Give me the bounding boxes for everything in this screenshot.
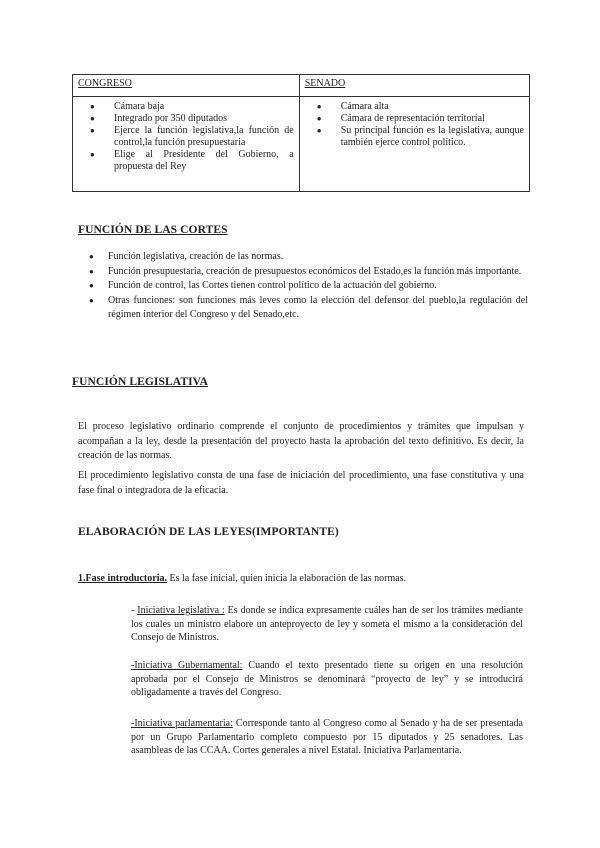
- heading-funcion-cortes: FUNCIÓN DE LAS CORTES: [78, 224, 228, 236]
- phase-introductoria: [78, 572, 538, 586]
- heading-funcion-legislativa: FUNCIÓN LEGISLATIVA: [72, 376, 208, 388]
- sub-text: Cuando el texto presentado tiene su origen en una resolución aprobada por el Consejo de Ministros se denominará “proyecto de ley” y se introducirá obligadamente a través del Congreso.: [131, 660, 523, 698]
- sub-iniciativa-gubernamental: [131, 659, 523, 700]
- list-item: ● Función de control, las Cortes tienen control político de la actuación del gobierno.: [78, 279, 528, 294]
- sub-label: -Iniciativa parlamentaria:: [131, 718, 233, 729]
- sub-label: -Iniciativa Gubernamental:: [131, 660, 243, 671]
- phase-text: Es la fase inicial, quien inicia la elaboración de las normas.: [166, 573, 407, 584]
- senado-list: [305, 101, 524, 149]
- list-item: ● Su principal función es la legislativa, aunque también ejerce control político.: [305, 125, 524, 149]
- list-item: ● Otras funciones: son funciones más leves como la elección del defensor del pueblo,la regulación del régimen interior del Congreso y del Senado,etc.: [78, 294, 528, 323]
- senado-cell: [299, 97, 529, 192]
- sub-text: Es donde se indica expresamente cuáles han de ser los trámites mediante los cuales un ministro elabore un anteproyecto de ley y someta el mismo a la consideración del Consejo de Ministros.: [131, 605, 523, 643]
- sub-label: Iniciativa legislativa :: [137, 605, 225, 616]
- table-header-senado: SENADO: [299, 75, 529, 97]
- congreso-cell: [73, 97, 300, 192]
- list-item: ● Función presupuestaria, creación de presupuestos económicos del Estado,es la función más importante.: [78, 265, 528, 280]
- funcion-cortes-list: [78, 250, 528, 323]
- congreso-senado-table: [72, 74, 530, 192]
- paragraph-proceso-legislativo: El proceso legislativo ordinario comprende el conjunto de procedimientos y trámites que impulsan y acompañan a la ley, desde la presentación del proyecto hasta la aprobación del texto definitivo. Es decir, la creación de las normas.: [78, 421, 524, 461]
- list-item: ● Cámara alta: [305, 101, 524, 113]
- list-item: ● Ejerce la función legislativa,la función de control,la función presupuestaria: [78, 125, 294, 149]
- table-header-congreso: CONGRESO: [73, 75, 300, 97]
- list-item: ● Cámara de representación territorial: [305, 113, 524, 125]
- sub-iniciativa-parlamentaria: [131, 717, 523, 758]
- paragraph-procedimiento: El procedimiento legislativo consta de una fase de iniciación del procedimiento, una fase constitutiva y una fase final o integradora de la eficacia.: [78, 470, 524, 496]
- list-item: ● Función legislativa, creación de las normas.: [78, 250, 528, 265]
- list-item: ● Integrado por 350 diputados: [78, 113, 294, 125]
- sub-text: Corresponde tanto al Congreso como al Senado y ha de ser presentada por un Grupo Parlamentario completo compuesto por 15 diputados y 25 senadores. Las asambleas de las CCAA. Cortes generales a nivel Estatal. Iniciativa Parlamentaria.: [131, 718, 523, 756]
- congreso-list: [78, 101, 294, 173]
- list-item: ● Elige al Presidente del Gobierno, a propuesta del Rey: [78, 149, 294, 173]
- sub-prefix: -: [131, 605, 138, 616]
- sub-iniciativa-legislativa: [131, 604, 523, 645]
- phase-label: 1.Fase introductoria.: [78, 573, 167, 584]
- list-item: ● Cámara baja: [78, 101, 294, 113]
- heading-elaboracion-leyes: ELABORACIÓN DE LAS LEYES(IMPORTANTE): [78, 526, 339, 538]
